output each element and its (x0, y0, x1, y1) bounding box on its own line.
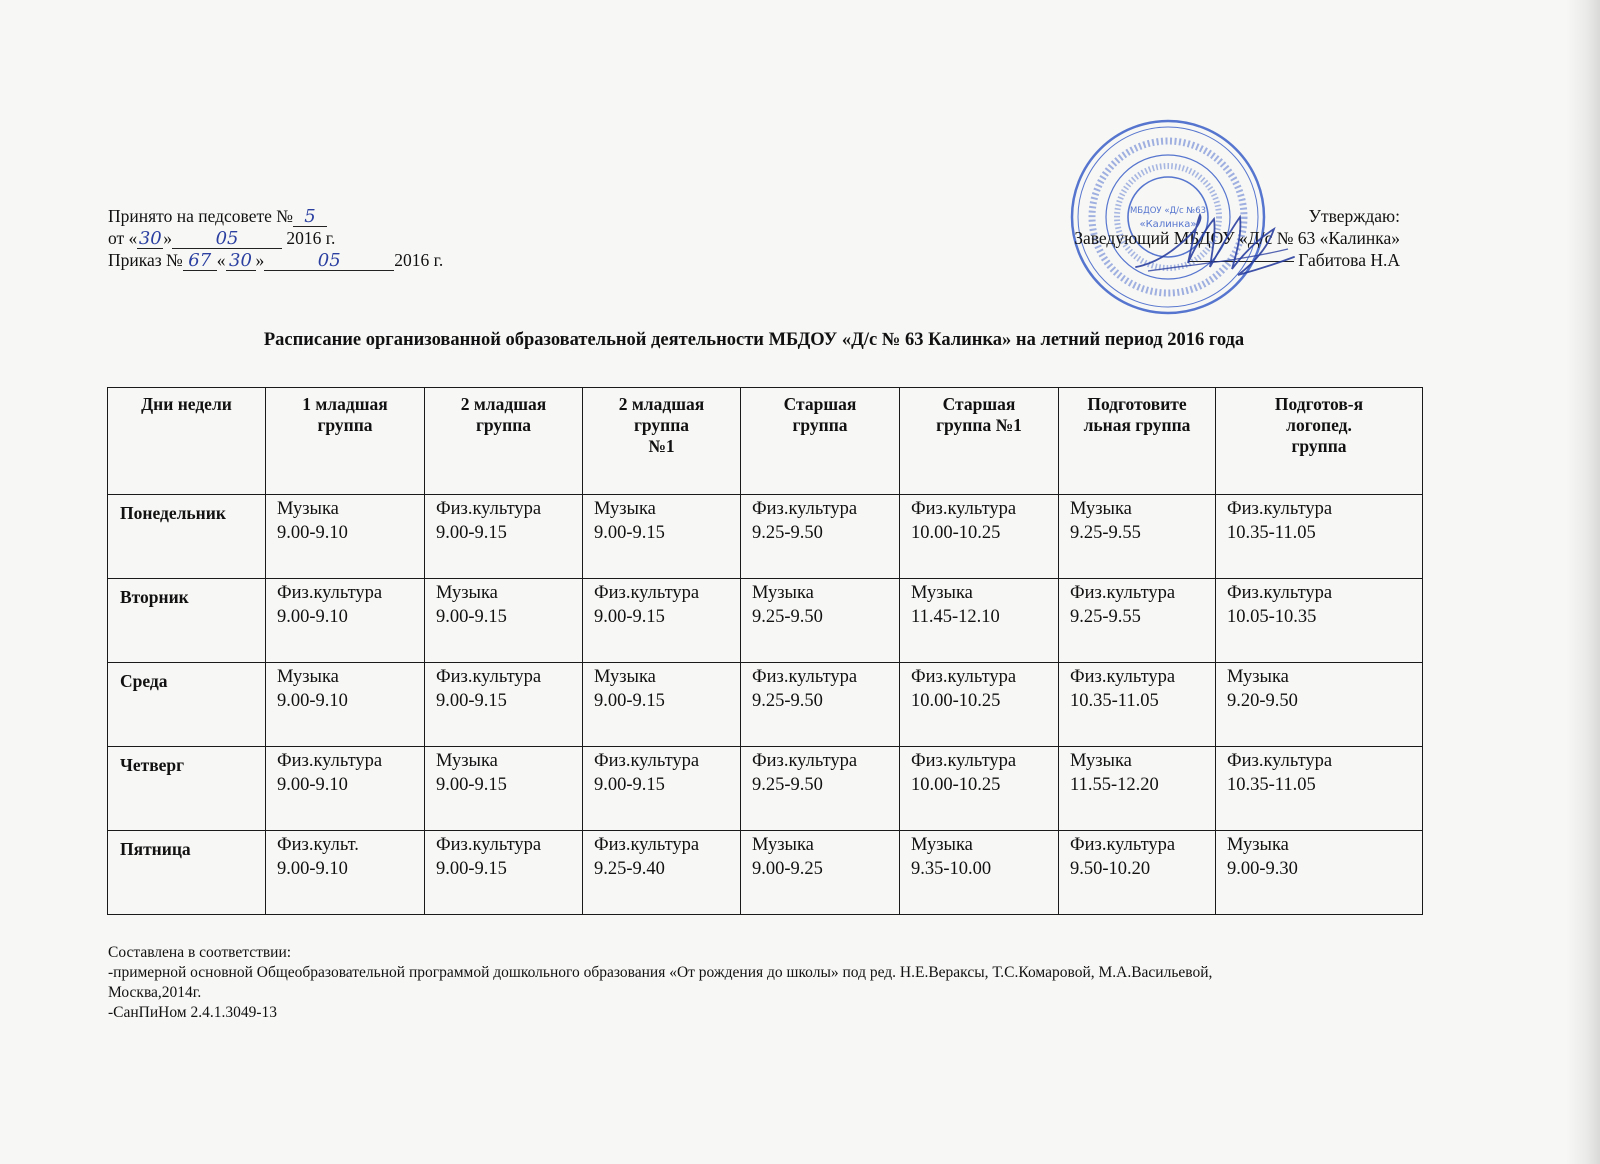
activity-time: 9.00-9.15 (436, 607, 507, 627)
activity-name: Физ.культура (1227, 499, 1333, 519)
column-header (741, 388, 900, 495)
activity-name: Физ.культура (752, 667, 858, 687)
schedule-cell (1216, 747, 1423, 831)
order-year: 2016 г. (394, 250, 444, 270)
activity-name: Музыка (594, 667, 656, 687)
compliance-notes (108, 943, 1212, 1023)
schedule-cell (425, 495, 583, 579)
column-header-line: группа (475, 415, 532, 435)
activity-time: 9.25-9.55 (1070, 607, 1141, 627)
activity-name: Физ.культура (1070, 835, 1176, 855)
activity-time: 9.00-9.10 (277, 775, 348, 795)
activity-time: 9.35-10.00 (911, 859, 992, 879)
column-header-line: 1 младшая (302, 394, 388, 414)
schedule-cell (425, 831, 583, 915)
table-row (108, 495, 1423, 579)
activity-time: 9.20-9.50 (1227, 691, 1298, 711)
schedule-cell (1059, 579, 1216, 663)
schedule-cell (266, 747, 425, 831)
schedule-cell (900, 831, 1059, 915)
activity-time: 9.00-9.15 (436, 775, 507, 795)
column-header-line: Дни недели (141, 394, 232, 414)
approval-label: Утверждаю: (1308, 206, 1400, 226)
activity-name: Физ.культура (911, 499, 1017, 519)
activity-name: Физ.культура (752, 499, 858, 519)
column-header-line: группа №1 (936, 415, 1022, 435)
column-header-line: Старшая (942, 394, 1016, 414)
schedule-cell (1216, 579, 1423, 663)
schedule-cell (900, 579, 1059, 663)
activity-time: 10.35-11.05 (1227, 775, 1316, 795)
column-header (900, 388, 1059, 495)
activity-time: 10.05-10.35 (1227, 607, 1317, 627)
activity-time: 9.00-9.30 (1227, 859, 1298, 879)
activity-name: Музыка (277, 499, 339, 519)
activity-name: Физ.культура (1227, 583, 1333, 603)
schedule-cell (900, 663, 1059, 747)
schedule-cell (1216, 663, 1423, 747)
activity-time: 9.00-9.15 (594, 607, 665, 627)
column-header (266, 388, 425, 495)
column-header-line: 2 младшая (460, 394, 547, 414)
page-edge-shadow (1566, 0, 1600, 1164)
adoption-line-1 (108, 205, 443, 227)
column-header-line: группа (317, 415, 373, 435)
activity-time: 9.00-9.25 (752, 859, 823, 879)
activity-time: 9.00-9.10 (277, 859, 348, 879)
day-cell: Понедельник (108, 495, 266, 579)
activity-name: Физ.культура (1070, 583, 1176, 603)
schedule-cell (741, 747, 900, 831)
adoption-block (108, 205, 443, 271)
schedule-cell (1059, 747, 1216, 831)
column-header (108, 388, 266, 495)
activity-name: Физ.культура (436, 667, 542, 687)
schedule-cell (583, 747, 741, 831)
activity-name: Музыка (752, 583, 814, 603)
activity-name: Физ.культура (911, 667, 1017, 687)
activity-time: 11.55-12.20 (1070, 775, 1159, 795)
schedule-title: Расписание организованной образовательной деятельности МБДОУ «Д/с № 63 Калинка» на летний период 2016 года (263, 330, 1245, 350)
activity-time: 9.00-9.15 (436, 691, 507, 711)
approval-signature-line (1074, 249, 1400, 271)
activity-time: 10.00-10.25 (911, 691, 1001, 711)
order-quote-close: » (255, 250, 265, 270)
adoption-month: 05 (172, 230, 282, 249)
schedule-header (108, 388, 1423, 495)
activity-time: 9.25-9.50 (752, 775, 823, 795)
date-prefix: от « (108, 228, 138, 248)
approval-position: Заведующий МБДОУ «Д/с № 63 «Калинка» (1074, 228, 1400, 248)
schedule-cell (1059, 495, 1216, 579)
schedule-cell (583, 663, 741, 747)
activity-name: Музыка (594, 499, 656, 519)
schedule-cell (900, 495, 1059, 579)
activity-time: 10.00-10.25 (911, 775, 1001, 795)
activity-name: Физ.культура (752, 751, 858, 771)
activity-time: 9.00-9.15 (436, 859, 507, 879)
activity-time: 9.00-9.10 (277, 523, 348, 543)
stamp-text-2: «Калинка» (1139, 219, 1197, 230)
activity-name: Физ.культура (436, 499, 542, 519)
adoption-year: 2016 г. (282, 228, 336, 248)
adoption-protocol-label: Принято на педсовете № (108, 206, 293, 226)
stamp-text-1: МБДОУ «Д/с №63 (1129, 206, 1207, 216)
activity-time: 9.25-9.50 (752, 523, 823, 543)
order-number: 67 (183, 252, 217, 271)
schedule-cell (583, 579, 741, 663)
column-header (425, 388, 583, 495)
activity-time: 9.25-9.40 (594, 859, 665, 879)
order-line (108, 249, 443, 271)
activity-time: 9.25-9.50 (752, 607, 823, 627)
schedule-cell (583, 495, 741, 579)
adoption-day: 30 (138, 228, 162, 249)
schedule-cell (1216, 831, 1423, 915)
activity-name: Физ.культура (594, 583, 700, 603)
table-row (108, 663, 1423, 747)
activity-time: 10.00-10.25 (911, 523, 1001, 543)
column-header-line: 2 младшая (618, 394, 705, 414)
day-cell: Четверг (108, 747, 266, 831)
activity-name: Физ.культура (594, 835, 700, 855)
activity-name: Музыка (1227, 667, 1289, 687)
activity-name: Физ.культура (1227, 751, 1333, 771)
notes-heading: Составлена в соответствии: (108, 944, 292, 961)
schedule-cell (425, 579, 583, 663)
notes-line-1: -примерной основной Общеобразовательной программой дошкольного образования «От рождения до школы» под ред. Н.Е.Вераксы, Т.С.Комаровой, М.А.Васильевой, (108, 964, 1213, 981)
activity-name: Физ.культура (594, 751, 700, 771)
activity-time: 10.35-11.05 (1227, 523, 1316, 543)
column-header-line: Старшая (783, 394, 857, 414)
activity-name: Музыка (436, 751, 498, 771)
protocol-number: 5 (293, 208, 327, 227)
activity-time: 9.50-10.20 (1070, 859, 1151, 879)
activity-time: 9.00-9.15 (594, 691, 665, 711)
activity-time: 11.45-12.10 (911, 607, 1000, 627)
activity-name: Физ.культура (436, 835, 542, 855)
notes-line-2: Москва,2014г. (108, 984, 202, 1001)
activity-time: 9.00-9.10 (277, 607, 348, 627)
activity-name: Музыка (1070, 499, 1132, 519)
activity-name: Музыка (911, 835, 973, 855)
order-label: Приказ № (108, 250, 183, 270)
column-header-line: группа (633, 415, 690, 435)
day-cell: Пятница (108, 831, 266, 915)
column-header-line: группа (792, 415, 848, 435)
activity-name: Музыка (277, 667, 339, 687)
activity-time: 9.00-9.15 (436, 523, 507, 543)
table-row (108, 747, 1423, 831)
header-row (108, 388, 1423, 495)
schedule-cell (741, 831, 900, 915)
column-header (1216, 388, 1423, 495)
column-header-line: Подготов-я (1274, 394, 1364, 414)
schedule-body (108, 495, 1423, 915)
head-name: Габитова Н.А (1298, 250, 1400, 270)
activity-time: 9.00-9.15 (594, 775, 665, 795)
schedule-table (107, 387, 1423, 915)
notes-line-3: -СанПиНом 2.4.1.3049-13 (108, 1004, 278, 1021)
column-header-line: логопед. (1286, 415, 1352, 435)
schedule-cell (583, 831, 741, 915)
schedule-cell (425, 747, 583, 831)
day-cell: Среда (108, 663, 266, 747)
order-quote-open: « (216, 250, 226, 270)
table-row (108, 579, 1423, 663)
schedule-cell (741, 663, 900, 747)
schedule-cell (900, 747, 1059, 831)
column-header-line: Подготовите (1087, 394, 1187, 414)
date-quote: » (163, 228, 173, 248)
schedule-cell (741, 579, 900, 663)
order-month: 05 (264, 252, 394, 271)
activity-time: 9.00-9.15 (594, 523, 665, 543)
schedule-cell (266, 831, 425, 915)
signature-underline (1188, 261, 1294, 262)
schedule-cell (425, 663, 583, 747)
schedule-cell (266, 663, 425, 747)
activity-name: Физ.культура (277, 583, 383, 603)
activity-name: Физ.культура (911, 751, 1017, 771)
schedule-cell (1059, 831, 1216, 915)
activity-name: Физ.культура (277, 751, 383, 771)
column-header-line: льная группа (1083, 415, 1191, 435)
column-header (583, 388, 741, 495)
activity-name: Музыка (1070, 751, 1132, 771)
order-day: 30 (226, 252, 256, 271)
day-cell: Вторник (108, 579, 266, 663)
schedule-cell (266, 579, 425, 663)
schedule-cell (741, 495, 900, 579)
activity-name: Музыка (752, 835, 814, 855)
activity-time: 9.25-9.55 (1070, 523, 1141, 543)
approval-block (1074, 205, 1400, 271)
activity-time: 9.00-9.10 (277, 691, 348, 711)
column-header-line: №1 (648, 436, 675, 456)
schedule-cell (1216, 495, 1423, 579)
adoption-line-2 (108, 227, 443, 249)
activity-time: 9.25-9.50 (752, 691, 823, 711)
activity-name: Физ.культ. (277, 835, 359, 855)
activity-name: Музыка (1227, 835, 1289, 855)
schedule-cell (266, 495, 425, 579)
activity-time: 10.35-11.05 (1070, 691, 1159, 711)
column-header-line: группа (1291, 436, 1347, 456)
column-header (1059, 388, 1216, 495)
table-row (108, 831, 1423, 915)
schedule-cell (1059, 663, 1216, 747)
activity-name: Физ.культура (1070, 667, 1176, 687)
activity-name: Музыка (436, 583, 498, 603)
activity-name: Музыка (911, 583, 973, 603)
